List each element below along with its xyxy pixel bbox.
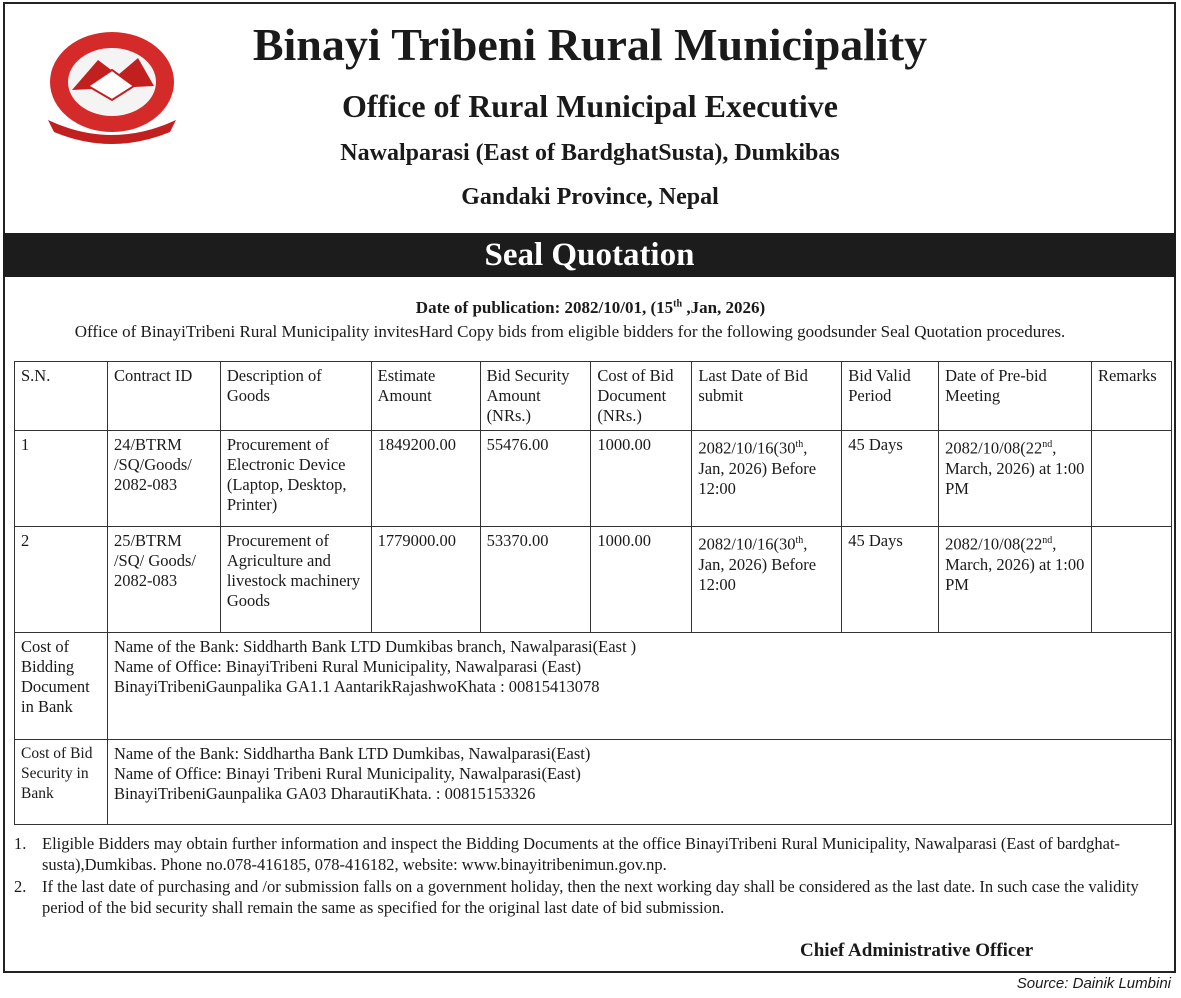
cell-last-date: 2082/10/16(30th, Jan, 2026) Before 12:00 — [692, 431, 842, 527]
bank-security-row — [15, 740, 1172, 825]
bank-doc-details — [107, 633, 1171, 740]
cell-sn: 1 — [15, 431, 108, 527]
seal-quotation-banner: Seal Quotation — [3, 233, 1176, 277]
cell-doc-cost: 1000.00 — [591, 431, 692, 527]
cell-bid-security: 53370.00 — [480, 527, 591, 633]
cell-estimate: 1849200.00 — [371, 431, 480, 527]
header-cell: Date of Pre-bid Meeting — [939, 362, 1092, 431]
nepal-emblem-logo — [38, 20, 186, 148]
header-cell: Last Date of Bid submit — [692, 362, 842, 431]
cell-description: Procurement of Electronic Device (Laptop, Desktop, Printer) — [220, 431, 371, 527]
cell-prebid: 2082/10/08(22nd, March, 2026) at 1:00 PM — [939, 527, 1092, 633]
cell-bid-security: 55476.00 — [480, 431, 591, 527]
cell-last-date: 2082/10/16(30th, Jan, 2026) Before 12:00 — [692, 527, 842, 633]
cell-description: Procurement of Agriculture and livestock machinery Goods — [220, 527, 371, 633]
publication-date: Date of publication: 2082/10/01, (15th ,Jan, 2026) — [415, 298, 766, 317]
cell-valid: 45 Days — [842, 527, 939, 633]
cell-estimate: 1779000.00 — [371, 527, 480, 633]
bank-doc-row — [15, 633, 1172, 740]
header-cell: Remarks — [1091, 362, 1171, 431]
header-cell: Estimate Amount — [371, 362, 480, 431]
municipality-title: Binayi Tribeni Rural Municipality — [252, 19, 928, 70]
notes-list — [14, 833, 1164, 919]
header-cell: S.N. — [15, 362, 108, 431]
signature: Chief Administrative Officer — [800, 940, 1034, 961]
source-credit: Source: Dainik Lumbini — [1016, 975, 1171, 992]
bank-line: Name of Office: BinayiTribeni Rural Municipality, Nawalparasi (East) — [113, 657, 582, 676]
table-row — [15, 431, 1172, 527]
header-cell: Description of Goods — [220, 362, 371, 431]
table-row — [15, 527, 1172, 633]
cell-valid: 45 Days — [842, 431, 939, 527]
quotation-table — [14, 361, 1172, 825]
header-cell: Cost of Bid Document (NRs.) — [591, 362, 692, 431]
header-cell: Contract ID — [107, 362, 220, 431]
cell-prebid: 2082/10/08(22nd, March, 2026) at 1:00 PM — [939, 431, 1092, 527]
cell-remarks — [1091, 527, 1171, 633]
bank-line: Name of the Bank: Siddhartha Bank LTD Dumkibas, Nawalparasi(East) — [113, 744, 591, 763]
bank-security-details — [107, 740, 1171, 825]
header-cell: Bid Security Amount (NRs.) — [480, 362, 591, 431]
cell-doc-cost: 1000.00 — [591, 527, 692, 633]
cell-contract-id: 24/BTRM /SQ/Goods/ 2082-083 — [107, 431, 220, 527]
province: Gandaki Province, Nepal — [461, 184, 719, 210]
bank-security-label: Cost of Bid Security in Bank — [15, 740, 108, 825]
bank-line: BinayiTribeniGaunpalika GA1.1 AantarikRajashwoKhata : 00815413078 — [113, 677, 600, 696]
office-title: Office of Rural Municipal Executive — [342, 88, 838, 124]
bank-line: Name of Office: Binayi Tribeni Rural Municipality, Nawalparasi(East) — [113, 764, 581, 783]
header-cell: Bid Valid Period — [842, 362, 939, 431]
cell-sn: 2 — [15, 527, 108, 633]
bank-line: Name of the Bank: Siddharth Bank LTD Dumkibas branch, Nawalparasi(East ) — [113, 637, 637, 656]
note-item: 1. Eligible Bidders may obtain further information and inspect the Bidding Documents at the office BinayiTribeni Rural Municipality, Nawalparasi (East of bardghat-susta),Dumkibas. Phone no.078-416185, 078-416182, website: www.binayitribenimun.gov.np. — [14, 834, 1121, 874]
cell-remarks — [1091, 431, 1171, 527]
bank-doc-label: Cost of Bidding Document in Bank — [15, 633, 108, 740]
intro-text: Office of BinayiTribeni Rural Municipality invitesHard Copy bids from eligible bidders for the following goodsunder Seal Quotation procedures. — [74, 322, 1066, 341]
bank-line: BinayiTribeniGaunpalika GA03 DharautiKhata. : 00815153326 — [113, 784, 536, 803]
table-header-row — [15, 362, 1172, 431]
address: Nawalparasi (East of BardghatSusta), Dumkibas — [340, 140, 840, 166]
cell-contract-id: 25/BTRM /SQ/ Goods/ 2082-083 — [107, 527, 220, 633]
note-item: 2. If the last date of purchasing and /or submission falls on a government holiday, then the next working day shall be considered as the last date. In such case the validity period of the bid security shall remain the same as specified for the original last date of bid submission. — [14, 877, 1139, 917]
